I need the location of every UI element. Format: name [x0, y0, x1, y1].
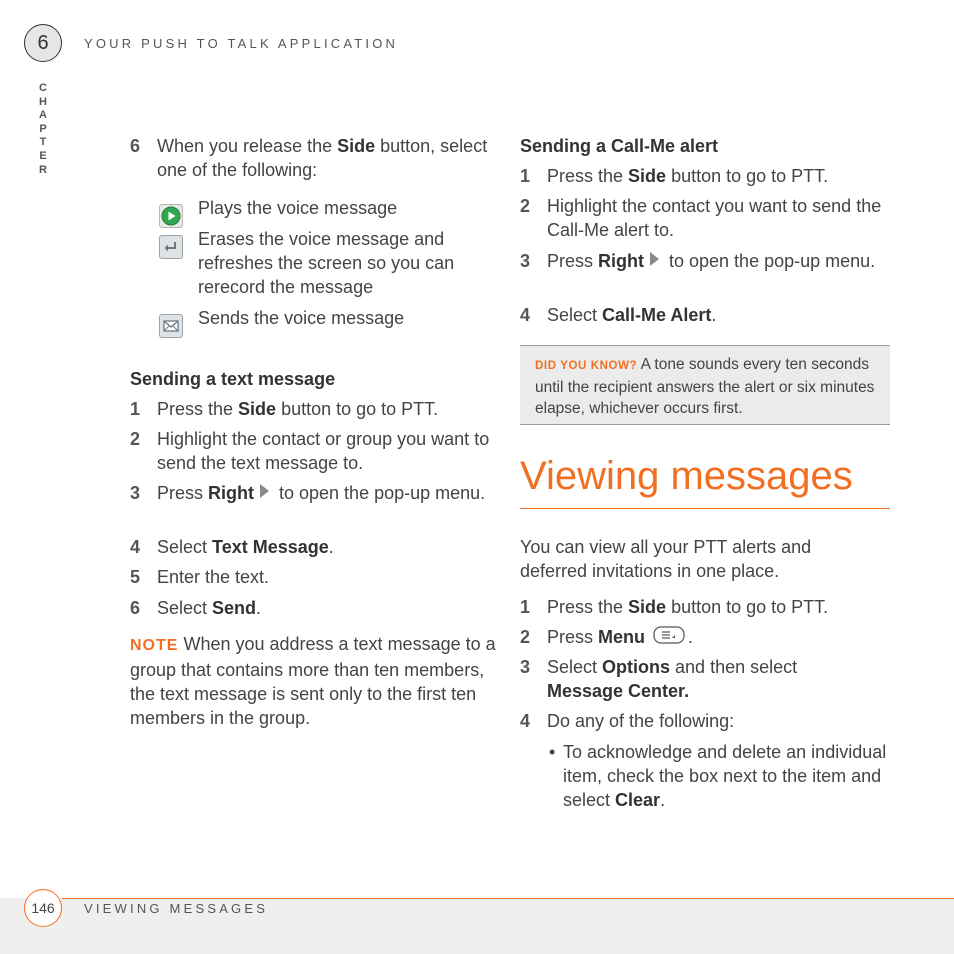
tip-label: DID YOU KNOW?	[535, 360, 638, 372]
erase-icon	[159, 235, 183, 259]
footer-rule	[62, 898, 954, 899]
right-column: Sending a Call-Me alert 1 Press the Side button to go to PTT. 2 Highlight the contact you want to send the Call-Me alert to. 3 Press Right to open the pop-up menu. 4 Select Call-Me Alert.	[520, 136, 882, 325]
running-footer: VIEWING MESSAGES	[84, 901, 269, 916]
section-heading-text-message: Sending a text message	[130, 369, 336, 389]
section-heading-call-me: Sending a Call-Me alert	[520, 136, 719, 156]
left-column: 6 When you release the Side button, select one of the following: Plays the voice message Erases the voice message and refreshes the screen so you can rerecord the message Sends the voice message Sending a text message 1 Press the Side button to go to PTT. 2 Highlight the contact or group you want to send the text message to. 3 Press Right to open the pop-up menu. 4 Select Text Message. 5 Enter the text. 6 Select Send. NOTE When you address a text message to a group that contains more than ten members, the text message is sent only to the first ten members in the group.	[130, 0, 500, 900]
chapter-number-badge: 6	[24, 24, 62, 62]
section-title: Viewing messages	[520, 454, 853, 498]
note-label: NOTE	[130, 637, 179, 654]
page-number: 146	[24, 889, 62, 927]
envelope-icon	[159, 314, 183, 338]
did-you-know-tip: DID YOU KNOW? A tone sounds every ten seconds until the recipient answers the alert or six minutes elapse, whichever occurs first.	[520, 345, 890, 425]
chapter-vertical-label: C H A P T E R	[39, 82, 47, 176]
right-arrow-icon	[258, 482, 270, 506]
running-header: YOUR PUSH TO TALK APPLICATION	[84, 36, 399, 51]
send-option-text: Sends the voice message	[198, 308, 405, 328]
viewing-section: You can view all your PTT alerts and deferred invitations in one place. 1 Press the Side button to go to PTT. 2 Press Menu . 3 Select Options and then select Message Center. 4 Do any of the following: • To acknowledge and delete an individual item, check the box next to the item and select Clear.	[520, 537, 887, 810]
menu-key-icon	[653, 625, 685, 651]
note-paragraph: NOTE When you address a text message to a group that contains more than ten members, the text message is sent only to the first ten members in the group.	[130, 634, 496, 728]
viewing-intro: You can view all your PTT alerts and deferred invitations in one place.	[520, 537, 812, 581]
play-option-text: Plays the voice message	[198, 198, 398, 218]
erase-option-text: Erases the voice message and refreshes the screen so you can rerecord the message	[198, 229, 455, 297]
bullet-dot: •	[549, 742, 556, 762]
step-6-release: 6 When you release the Side button, select one of the following:	[130, 136, 488, 180]
play-icon	[159, 204, 183, 228]
